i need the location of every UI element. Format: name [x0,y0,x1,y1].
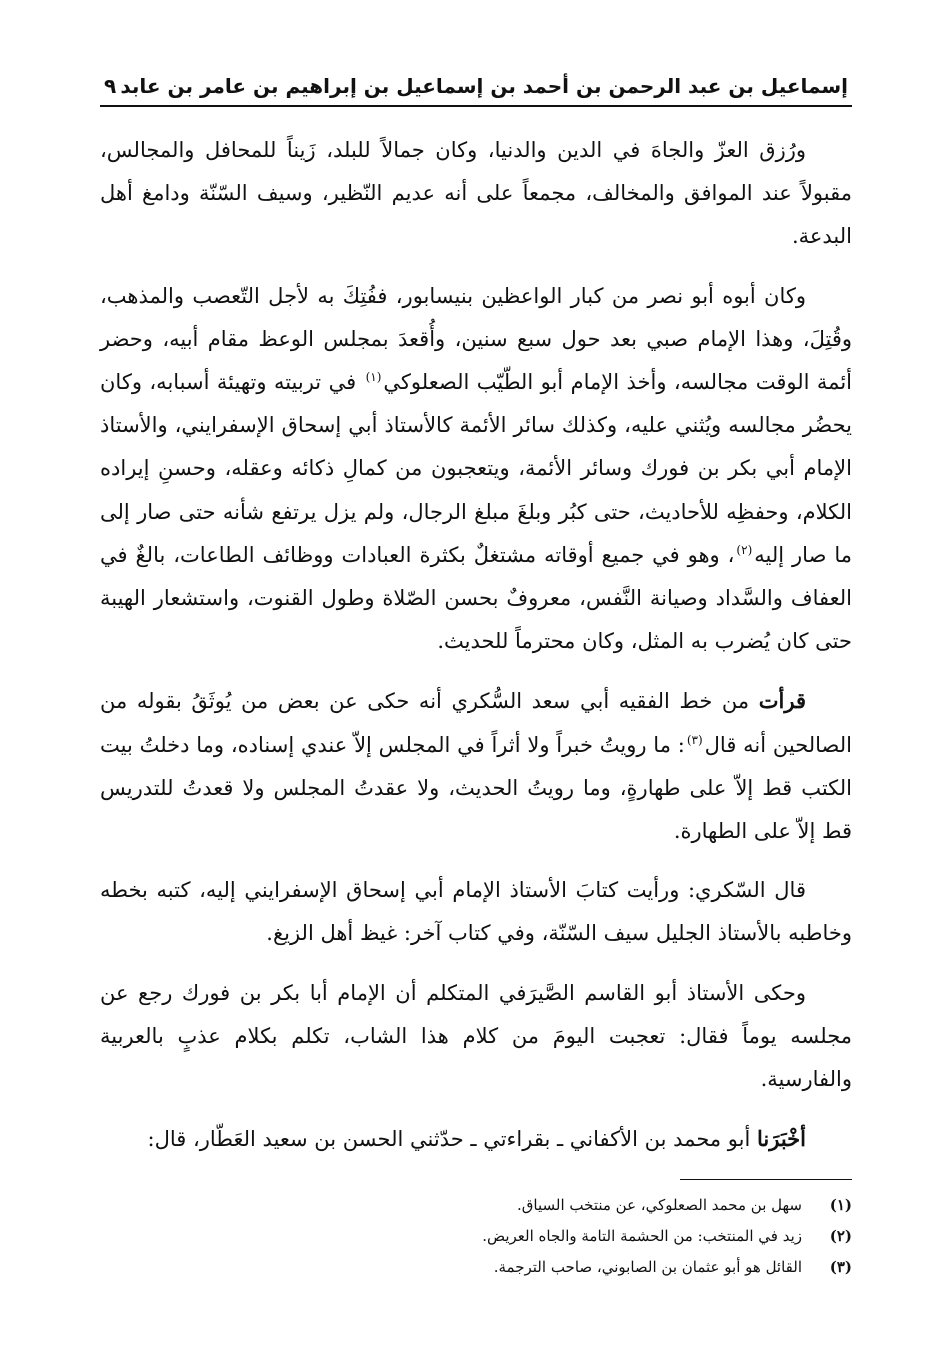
footnote-number: (٣) [829,1258,852,1277]
paragraph-lead-word: أخْبَرَنا [757,1126,806,1152]
paragraph [100,129,852,259]
text-segment: أبو محمد بن الأكفاني ـ بقراءتي ـ حدّثني الحسن بن سعيد العَطّار، قال: [147,1127,758,1152]
footnote-text: سهل بن محمد الصعلوكي، عن منتخب السياق. [517,1196,802,1215]
footnote-reference: (٣) [686,732,703,747]
text-segment: : ما رويتُ خبراً ولا أثراً في المجلس إلاّ عندي إسناده، وما دخلتُ بيت الكتب قط إلاّ على طهارةٍ، وما رويتُ الحديث، ولا عقدتُ المجلس ولا قعدتُ للتدريس قط إلاّ على الطهارة. [100,732,852,844]
paragraph [100,869,852,955]
paragraph [100,679,852,853]
footnote-text: القائل هو أبو عثمان بن الصابوني، صاحب الترجمة. [493,1258,802,1277]
footnotes [100,1190,852,1283]
footnote-reference: (١) [365,370,382,385]
paragraph [100,1117,852,1161]
footnote-number: (١) [829,1196,852,1215]
header-divider [100,105,852,107]
text-segment: ، وهو في جميع أوقاته مشتغلٌ بكثرة العبادات ووظائف الطاعات، بالغٌ في العفاف والسَّداد وصيانة النَّفس، معروفٌ بحسن الصّلاة وطول القنوت، واستشعار الهيبة حتى كان يُضرب به المثل، وكان محترماً للحديث. [100,542,852,654]
text-segment: وحكى الأستاذ أبو القاسم الصَّيرَفي المتكلم أن الإمام أبا بكر بن فورك رجع عن مجلسه يوماً فقال: تعجبت اليومَ من كلام هذا الشاب، تكلم بكلام عذبٍ بالعربية والفارسية. [100,980,852,1092]
running-head [100,70,852,102]
text-segment: في تربيته وتهيئة أسبابه، وكان يحضُر مجالسه ويُثني عليه، وكذلك سائر الأئمة كالأستاذ أبي إسحاق الإسفرايني، والأستاذ الإمام أبي بكر بن فورك وسائر الأئمة، ويتعجبون من كمالِ ذكائه وعقله، وحسنِ إيراده الكلام، وحفظِه للأحاديث، حتى كبُر وبلغَ مبلغ الرجال، ولم يزل يرتفع شأنه حتى صار إلى ما صار إليه [100,370,852,567]
text-segment: قال السّكري: ورأيت كتابَ الأستاذ الإمام أبي إسحاق الإسفرايني إليه، كتبه بخطه وخاطبه بالأستاذ الجليل سيف السّنّة، وفي كتاب آخر: غيظ أهل الزيغ. [100,878,852,946]
book-page [100,70,852,1283]
footnote-divider [680,1179,852,1180]
footnote-item [100,1252,852,1283]
footnote-number: (٢) [829,1227,852,1246]
paragraph-lead-word: قرأت [758,688,806,714]
main-text [100,129,852,1161]
footnote-reference: (٢) [736,542,753,557]
paragraph [100,275,852,664]
text-segment: ورُزق العزّ والجاهَ في الدين والدنيا، وكان جمالاً للبلد، زَيناً للمحافل والمجالس، مقبولاً عند الموافق والمخالف، مجمعاً على أنه عديم النّظير، وسيف السّنّة ودامغ أهل البدعة. [100,138,852,249]
running-title: إسماعيل بن عبد الرحمن بن أحمد بن إسماعيل بن إبراهيم بن عامر بن عابد [120,74,848,98]
footnote-text: زيد في المنتخب: من الحشمة التامة والجاه العريض. [482,1227,802,1246]
page-number: ٩ [104,74,117,98]
footnote-item [100,1221,852,1252]
text-segment: من خط الفقيه أبي سعد السُّكري أنه حكى عن بعض من يُوثَقُ بقوله من الصالحين أنه قال [100,689,852,757]
paragraph [100,972,852,1102]
text-segment: وكان أبوه أبو نصر من كبار الواعظين بنيسابور، ففُتِكَ به لأجل التّعصب والمذهب، وقُتِلَ، وهذا الإمام صبي بعد حول سبع سنين، وأُقعدَ بمجلس الوعظ مقام أبيه، وحضر أئمة الوقت مجالسه، وأخذ الإمام أبو الطّيّب الصعلوكي [100,283,852,395]
footnote-item [100,1190,852,1221]
